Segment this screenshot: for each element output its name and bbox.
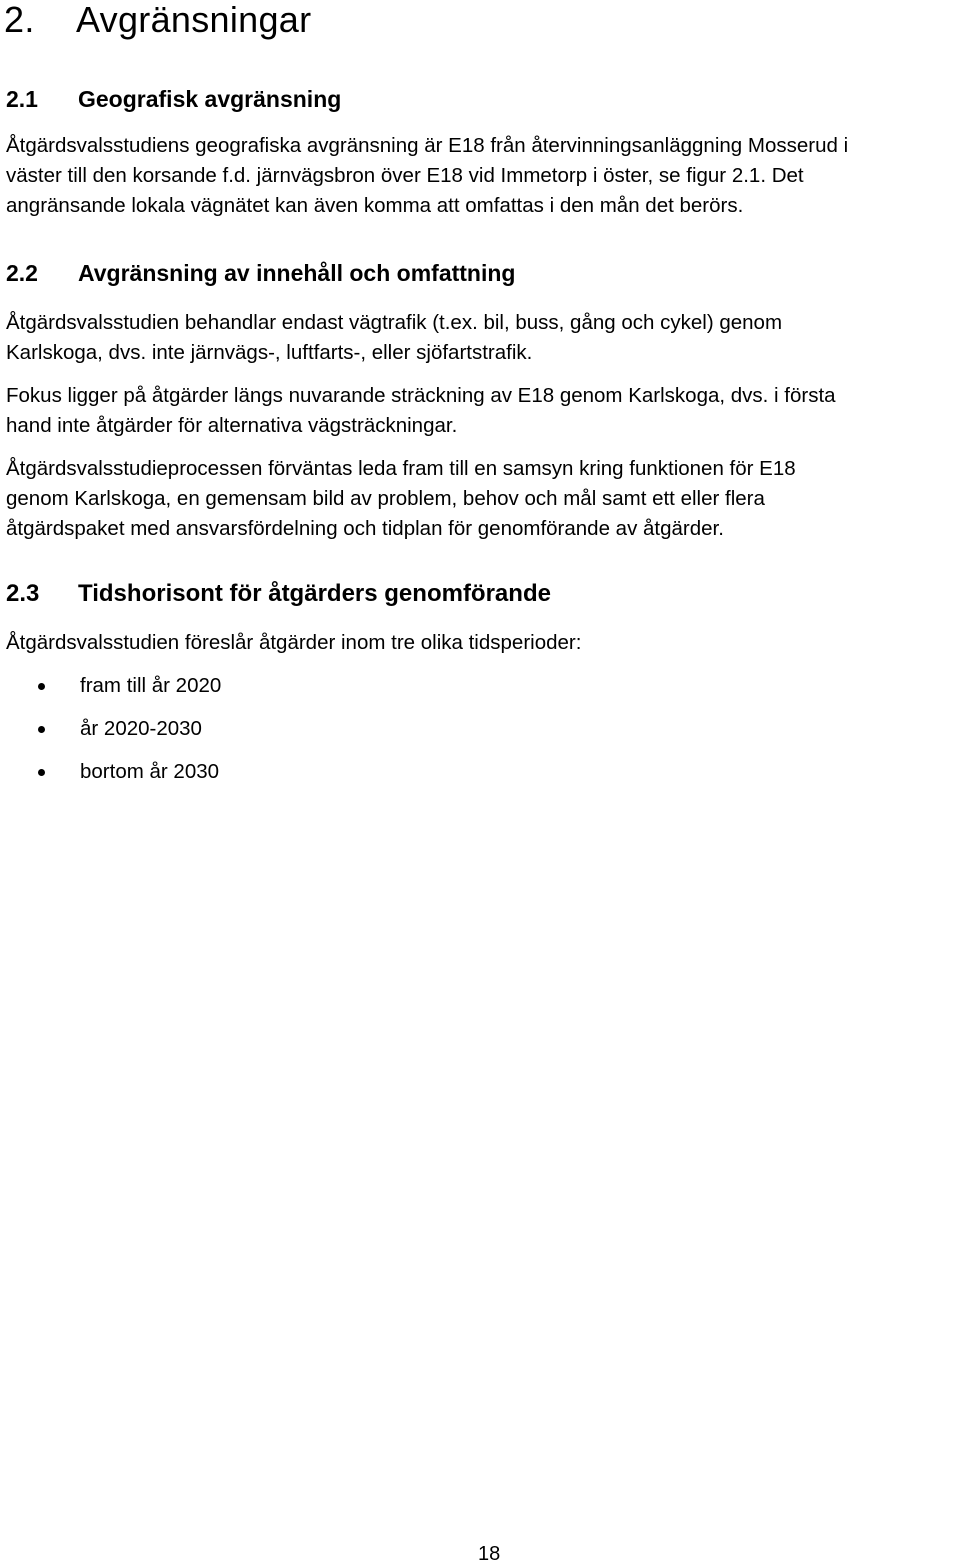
list-item-text: år 2020-2030 (80, 717, 202, 740)
text-line: genom Karlskoga, en gemensam bild av problem, behov och mål samt ett eller flera (6, 487, 765, 510)
paragraph-process (6, 454, 796, 544)
section-number: 2.2 (6, 260, 38, 286)
section-title: Avgränsning av innehåll och omfattning (78, 260, 516, 286)
time-period-list (0, 671, 221, 800)
paragraph-content-scope (6, 308, 782, 368)
list-item (0, 671, 221, 714)
chapter-title: Avgränsningar (76, 0, 312, 40)
section-title: Geografisk avgränsning (78, 86, 342, 112)
chapter-number: 2. (4, 0, 35, 40)
text-line: Karlskoga, dvs. inte järnvägs-, luftfarts-, eller sjöfartstrafik. (6, 341, 533, 364)
text-line: hand inte åtgärder för alternativa vägsträckningar. (6, 414, 458, 437)
chapter-heading (4, 0, 311, 42)
section-heading-2-2 (6, 258, 515, 288)
section-title: Tidshorisont för åtgärders genomförande (78, 580, 551, 607)
text-line: Åtgärdsvalsstudiens geografiska avgränsning är E18 från återvinningsanläggning Mosserud i (6, 134, 849, 157)
bullet-icon (38, 769, 45, 776)
list-item-text: fram till år 2020 (80, 674, 222, 697)
list-item-text: bortom år 2030 (80, 760, 220, 783)
text-line: Fokus ligger på åtgärder längs nuvarande sträckning av E18 genom Karlskoga, dvs. i första (6, 384, 836, 407)
text-line: Åtgärdsvalsstudien föreslår åtgärder inom tre olika tidsperioder: (6, 631, 582, 654)
text-line: Åtgärdsvalsstudieprocessen förväntas leda fram till en samsyn kring funktionen för E18 (6, 457, 796, 480)
paragraph-geographic-scope (6, 131, 848, 221)
bullet-icon (38, 683, 45, 690)
section-heading-2-1 (6, 84, 341, 114)
paragraph-time-periods (6, 628, 581, 658)
bullet-icon (38, 726, 45, 733)
list-item (0, 757, 221, 800)
text-line: väster till den korsande f.d. järnvägsbron över E18 vid Immetorp i öster, se figur 2.1. Det (6, 164, 804, 187)
text-line: Åtgärdsvalsstudien behandlar endast vägtrafik (t.ex. bil, buss, gång och cykel) genom (6, 311, 783, 334)
section-number: 2.1 (6, 86, 38, 112)
section-heading-2-3 (6, 579, 551, 609)
list-item (0, 714, 221, 757)
page-number: 18 (478, 1543, 501, 1565)
paragraph-focus (6, 381, 836, 441)
text-line: angränsande lokala vägnätet kan även komma att omfattas i den mån det berörs. (6, 194, 744, 217)
text-line: åtgärdspaket med ansvarsfördelning och tidplan för genomförande av åtgärder. (6, 517, 724, 540)
section-number: 2.3 (6, 580, 40, 607)
